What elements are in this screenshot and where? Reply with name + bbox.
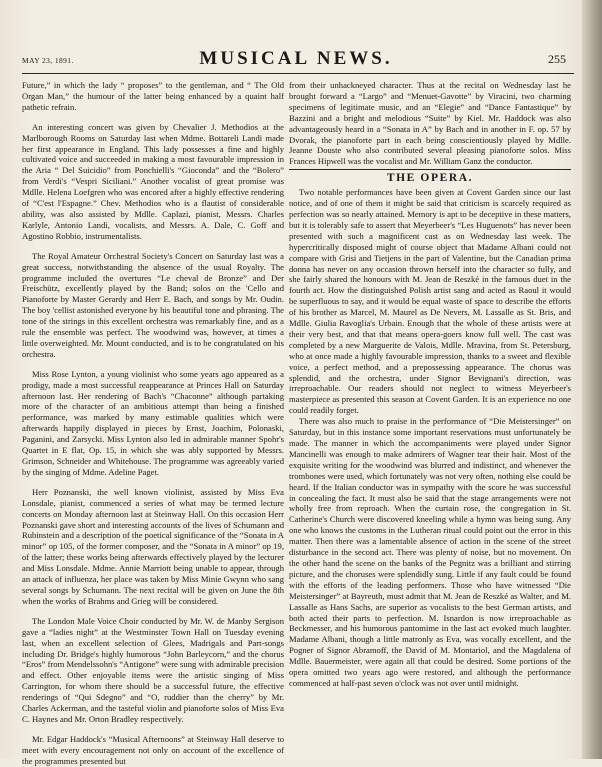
- issue-date: MAY 23, 1891.: [22, 56, 74, 65]
- article-paragraph: from their unhackneyed character. Thus at the recital on Wednesday last he brought forward a “Largo” and “Menuet-Gavotte” by Viracini, two charming specimens of legitimate music, and an “Elegie” and “Dance Fantastique” by Bazzini and a bright and melodious “Suite” by Kiel. Mr. Haddock was also advantageously heard in a “Sonata in A” by Bach and in another in F. op. 57 by Dvorak, the pianoforte part in each being conscientiously played by Mdlle. Jeanne Douste who also contributed several pleasing pianoforte solos. Miss Frances Hipwell was the vocalist and Mr. William Ganz the conductor.: [289, 80, 571, 167]
- article-paragraph: An interesting concert was given by Chevalier J. Methodios at the Marlborough Rooms on Saturday last when Mdme. Bottareli Landi made her first appearance in England. This lady possesses a fine and highly cultivated voice and succeeded in making a most favourable impression in the Aria “ Del Suicidio” from Ponchielli's “Gioconda” and the “Bolero” from Verdi's “Vespri Siciliani.” Another vocalist of great promise was Mdlle. Helena Loefgren who was encored after a highly effective rendering of “C'est l'Espagne.” Chev. Methodios who is a flautist of considerable ability, was also assisted by Mdlle. Caplazi, pianist, Messrs. Charles Karlyle, Antonio Landi, vocalists, and Messrs. A. Dale, C. Goff and Agostino Robbio, instrumentalists.: [22, 121, 284, 241]
- book-binding: [582, 0, 602, 759]
- article-paragraph: There was also much to praise in the performance of “Die Meistersinger” on Saturday, but in this instance some important reservations must unfortunately be made. The manner in which the accompaniments were played under Signor Mancinelli was enough to make admirers of Wagner tear their hair. Most of the exquisite writing for the woodwind was blurred and indistinct, and whenever the trombones were used, which fortunately was not very often, nothing else could be heard. If the Italian conductor was in sympathy with the score he was successful in concealing the fact. It must also be said that the stage arrangements were not wholly free from reproach. When the curtain rose, the congregation in St. Catherine's Church were discovered kneeling while a hymn was being sung. Any one who knows the customs in the Lutheran ritual could point out the error in this matter. Then there was a lamentable absence of action in the scene of the street disturbance in the second act. There was plenty of noise, but no movement. On the other hand the scene on the banks of the Pegnitz was a brilliant and stirring picture, and the choruses were splendidly sung. Little if any fault could be found with the efforts of the leading performers. Those who have witnessed “Die Meistersinger” at Bayreuth, must admit that M. Jean de Reszké as Walter, and M. Lassalle as Hans Sachs, are superior as vocalists to the best German artists, and both acted their parts to perfection. M. Isnardon is now irreproachable as Beckmesser, and his humorous pantomime in the last act evoked much laughter. Madame Albani, though a little matronly as Eva, was vocally excellent, and the Pogner of Signor Abramoff, the David of M. Montariol, and the Magdalena of Mdlle. Bauermeister, were again all that could be desired. Some portions of the opera omitted two years ago were restored, and although the performance commenced at half-past seven o'clock was not over until midnight.: [289, 416, 571, 688]
- section-rule: [289, 169, 571, 170]
- article-paragraph: Future,” in which the lady “ proposes” to the gentleman, and “ The Old Organ Man,” the humour of the latter being enhanced by a quaint half pathetic refrain.: [22, 80, 284, 112]
- article-paragraph: Herr Poznanski, the well known violinist, assisted by Miss Eva Lonsdale, pianist, commenced a series of what may be termed lecture concerts on Monday afternoon last at Steinway Hall. On this occasion Herr Poznanski gave short and interesting accounts of the lives of Schumann and Rubinstein and a description of the poetical significance of the “Sonata in A minor” op 105, of the former composer, and the “Sonata in A minor” op 19, of the latter; these works being afterwards effectively played by the lecturer and Miss Lonsdale. Mdme. Annie Marriott being unable to appear, through an attack of influenza, her place was taken by Miss Minie Gwynn who sang several songs by Schumann. The next recital will be given on June the 8th when the works of Brahms and Grieg will be considered.: [22, 486, 284, 606]
- right-column: [289, 80, 571, 689]
- masthead-title: MUSICAL NEWS.: [199, 48, 393, 69]
- article-paragraph: The London Male Voice Choir conducted by Mr. W. de Manby Sergison gave a “ladies night” at the Westminster Town Hall on Tuesday evening last, when an excellent selection of Glees, Madrigals and Part-songs including Dr. Bridge's highly humorous “John Barleycorn,” and the chorus “Eros” from Mendelssohn's “Antigone” were sung with admirable precision and effect. Other enjoyable items were the artistic singing of Miss Carrington, for whom there should be a successful future, the effective renderings of “Qui Sdegno” and “O, ruddier than the cherry” by Mr. Charles Ackerman, and the tasteful violin and pianoforte solos of Miss Eva C. Haynes and Mr. Orton Bradley respectively.: [22, 615, 284, 724]
- page-header: [22, 48, 574, 70]
- header-rule: [22, 73, 574, 74]
- article-paragraph: The Royal Amateur Orchestral Society's Concert on Saturday last was a great success, notwithstanding the absence of the usual Royalty. The programme included the overtures “Le cheval de Bronze” and Der Freischütz, excellently played by the Band; solos on the 'Cello and Pianoforte by Master Gerardy and Herr E. Bach, and songs by Mr. Oudin. The boy 'cellist astonished everyone by his beautiful tone and phrasing. The tone of the strings in this excellent orchestra was remarkably fine, and as a rule the ensemble was perfect. The woodwind was, however, at times a little overweighted. Mr. Mount conducted, and is to be congratulated on his orchestra.: [22, 250, 284, 359]
- article-paragraph: Mr. Edgar Haddock's “Musical Afternoons” at Steinway Hall deserve to meet with every encouragement not only on account of the excellence of the programmes presented but: [22, 733, 284, 766]
- section-heading-opera: THE OPERA.: [386, 172, 474, 185]
- article-paragraph: Miss Rose Lynton, a young violinist who some years ago appeared as a prodigy, made a most successful reappearance at Princes Hall on Saturday afternoon last. Her rendering of Bach's “Chaconne” although partaking more of the character of an ambitious attempt than being a finished performance, was marked by many estimable qualities which were afterwards happily displayed in pieces by Ernst, Joachim, Polonaski, Paganini, and Zarsycki. Miss Lynton also led in admirable manner Spohr's Quartet in E flat, Op. 15, in which she was ably supported by Messrs. Grimson, Schneider and Whitehouse. The programme was agreeably varied by the singing of Mdme. Adeline Paget.: [22, 368, 284, 477]
- article-paragraph: Two notable performances have been given at Covent Garden since our last notice, and of one of them it might be said that criticism is scarcely required as perfection was so nearly attained. Memory is apt to be deceptive in these matters, but it is tolerably safe to assert that Meyerbeer's “Les Huguenots” has never been presented with such a magnificent cast as on Wednesday last week. The hypercritically disposed might of course object that Madame Albani could not compare with Grisi and Tietjens in the part of Valentine, but the Canadian prima donna has never on any occasion thrown herself into the character so fully, and she fairly shared the honours with M. Jean de Reszké in the famous duet in the fourth act. How the distinguished Polish artist sang and acted as Raoul it would be superfluous to say, and it would be equal waste of space to describe the efforts of his brother as Marcel, M. Maurel as De Nevers, M. Lassalle as St. Bris, and Mdlle. Giulia Ravoglia's Urbain. Enough that the whole of these artists were at their very best, and that that means opera-goers know full well. The cast was completed by a new Marguerite de Valois, Mdlle. Mravina, from St. Petersburg, who at once made a highly favourable impression, thanks to a sweet and flexible voice, a perfect method, and a prepossessing appearance. The chorus was splendid, and the orchestra, under Signor Bevignani's direction, was irreproachable. Our readers should not neglect to witness Meyerbeer's masterpiece as presented this season at Covent Garden. It is an experience no one could readily forget.: [289, 187, 571, 416]
- page-number: 255: [548, 52, 566, 66]
- left-column: [22, 80, 284, 767]
